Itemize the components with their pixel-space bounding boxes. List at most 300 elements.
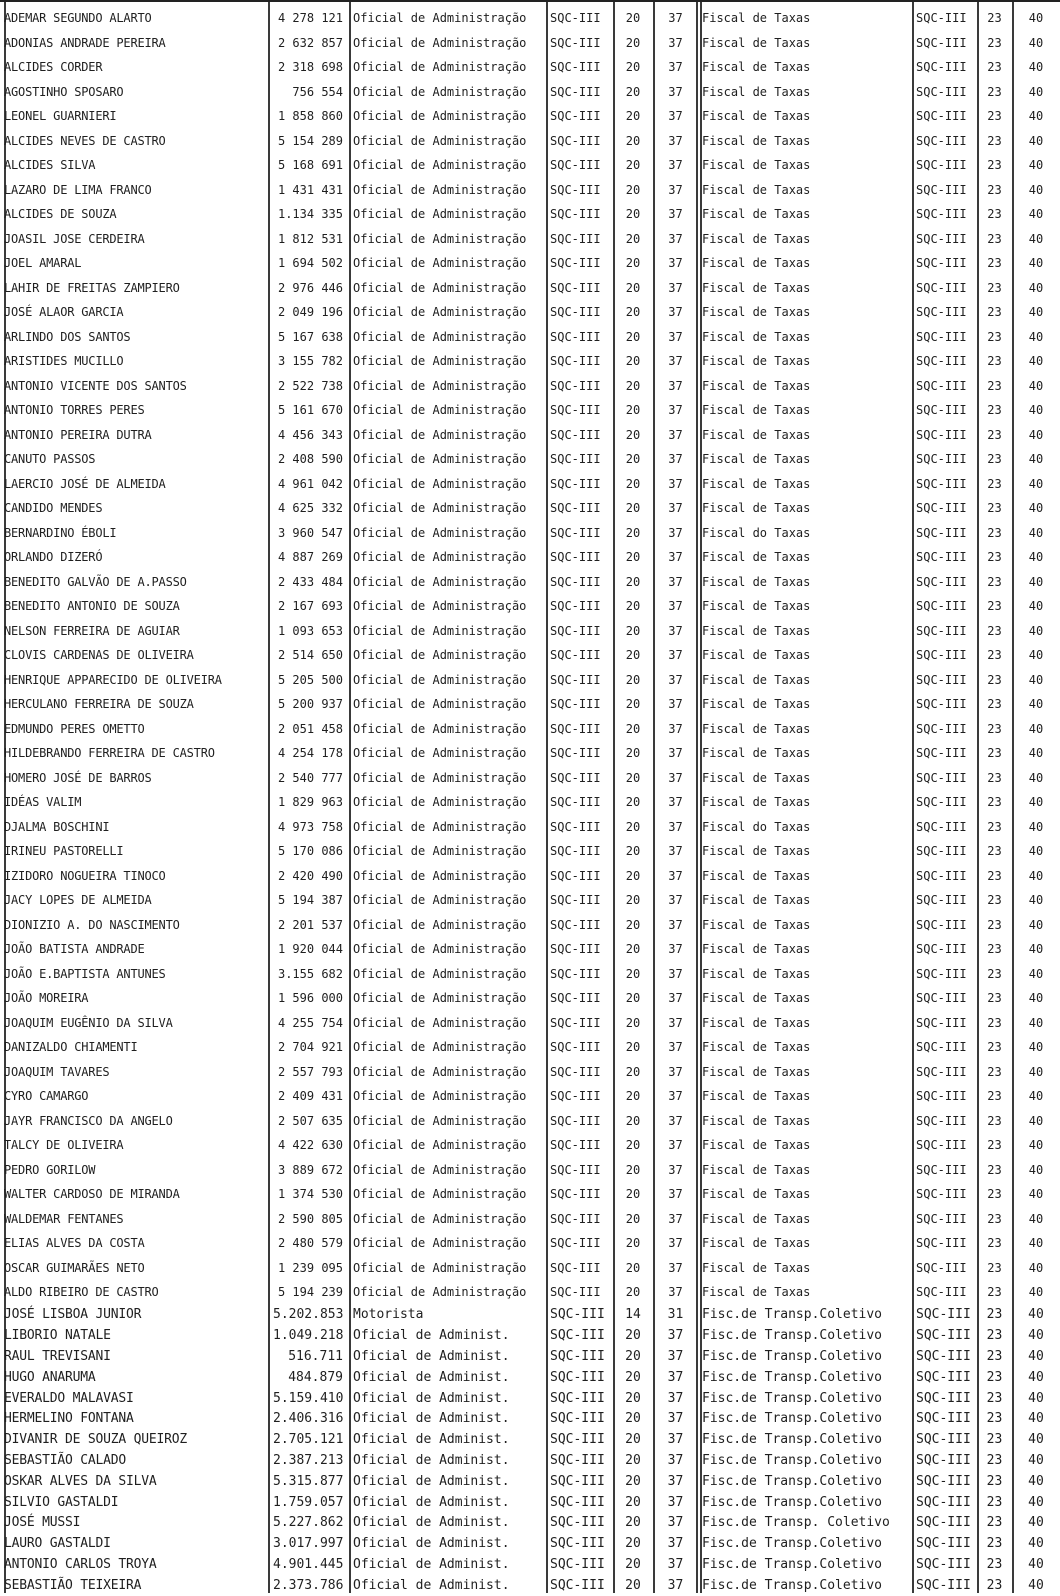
current-position: Oficial de Administração [353,1089,527,1104]
registration-number: 4 625 332 [277,501,343,516]
employee-name: JOÃO E.BAPTISTA ANTUNES [4,966,166,981]
new-class: SQC-III [916,1432,971,1448]
table-row [0,1388,1060,1409]
new-reference: 23 [987,893,1002,908]
current-position: Oficial de Administração [353,599,527,614]
registration-number: 2.705.121 [273,1432,344,1448]
current-class: SQC-III [550,942,601,957]
new-class: SQC-III [916,599,967,614]
current-reference: 20 [625,966,641,981]
current-grade: 37 [667,1473,684,1489]
current-reference: 20 [625,1390,641,1406]
current-reference: 20 [625,452,641,467]
employee-name: JOEL AMARAL [4,256,82,271]
employee-name: HENRIQUE APPARECIDO DE OLIVEIRA [4,672,222,687]
current-class: SQC-III [550,427,601,442]
employee-name: DANIZALDO CHIAMENTI [4,1040,138,1055]
new-class: SQC-III [916,207,967,222]
table-row [0,6,1060,31]
new-position: Fisc.de Transp.Coletivo [702,1328,883,1344]
new-position: Fiscal de Taxas [702,84,811,99]
current-reference: 20 [625,35,641,50]
new-grade: 40 [1028,1162,1044,1177]
new-position: Fiscal de Taxas [702,1260,811,1275]
current-class: SQC-III [550,1162,601,1177]
new-position: Fiscal de Taxas [702,1015,811,1030]
new-position: Fiscal de Taxas [702,844,811,859]
current-reference: 20 [625,476,641,491]
registration-number: 1 239 095 [277,1260,343,1275]
new-grade: 40 [1028,84,1044,99]
table-row [0,1492,1060,1513]
current-position: Oficial de Administração [353,207,527,222]
table-row [0,766,1060,791]
new-reference: 23 [986,1473,1003,1489]
current-class: SQC-III [550,1089,601,1104]
new-grade: 40 [1028,1348,1044,1364]
current-position: Oficial de Administração [353,354,527,369]
new-class: SQC-III [916,305,967,320]
current-class: SQC-III [550,1236,601,1251]
current-class: SQC-III [550,109,601,124]
new-position: Fiscal de Taxas [702,403,811,418]
current-grade: 37 [668,525,683,540]
new-position: Fisc.de Transp.Coletivo [702,1348,883,1364]
new-class: SQC-III [916,770,967,785]
registration-number: 756 554 [292,84,343,99]
current-position: Oficial de Administ. [353,1452,510,1468]
current-class: SQC-III [550,378,601,393]
new-class: SQC-III [916,697,967,712]
new-reference: 23 [987,1260,1002,1275]
new-class: SQC-III [916,452,967,467]
new-grade: 40 [1028,403,1044,418]
current-class: SQC-III [550,1390,605,1406]
new-reference: 23 [987,1113,1002,1128]
employee-name: DIONIZIO A. DO NASCIMENTO [4,917,180,932]
new-grade: 40 [1028,599,1044,614]
new-grade: 40 [1028,280,1044,295]
new-position: Fiscal de Taxas [702,1285,811,1300]
current-class: SQC-III [550,1064,601,1079]
table-row [0,447,1060,472]
table-row [0,1280,1060,1305]
new-class: SQC-III [916,329,967,344]
current-class: SQC-III [550,1260,601,1275]
employee-name: NELSON FERREIRA DE AGUIAR [4,623,180,638]
current-reference: 20 [625,770,641,785]
employee-name: ALCIDES SILVA [4,158,96,173]
employee-name: LAURO GASTALDI [4,1536,111,1552]
current-reference: 20 [625,525,641,540]
new-reference: 23 [986,1348,1003,1364]
new-reference: 23 [987,1187,1002,1202]
current-class: SQC-III [550,746,601,761]
new-class: SQC-III [916,1328,971,1344]
new-reference: 23 [987,991,1002,1006]
table-row [0,570,1060,595]
current-reference: 20 [625,1211,641,1226]
registration-number: 5 200 937 [277,697,343,712]
new-reference: 23 [987,966,1002,981]
top-rule [0,0,1060,2]
new-grade: 40 [1028,427,1044,442]
current-reference: 20 [625,1556,641,1572]
new-grade: 40 [1028,942,1044,957]
current-grade: 37 [668,378,683,393]
new-class: SQC-III [916,1411,971,1427]
table-row [0,251,1060,276]
registration-number: 2 632 857 [277,35,343,50]
new-grade: 40 [1028,844,1044,859]
new-position: Fiscal de Taxas [702,476,811,491]
employee-name: ALCIDES DE SOUZA [4,207,117,222]
employee-name: JOASIL JOSE CERDEIRA [4,231,145,246]
new-class: SQC-III [916,623,967,638]
new-reference: 23 [986,1432,1003,1448]
current-class: SQC-III [550,893,601,908]
current-position: Oficial de Administração [353,942,527,957]
new-class: SQC-III [916,476,967,491]
registration-number: 5 154 289 [277,133,343,148]
current-grade: 37 [667,1577,684,1593]
employee-name: EVERALDO MALAVASI [4,1390,134,1406]
table-row [0,202,1060,227]
current-class: SQC-III [550,1556,605,1572]
current-grade: 37 [667,1452,684,1468]
table-row [0,1060,1060,1085]
employee-name: HERCULANO FERREIRA DE SOUZA [4,697,194,712]
new-grade: 40 [1028,1015,1044,1030]
table-row [0,864,1060,889]
current-position: Oficial de Administ. [353,1348,510,1364]
employee-name: PEDRO GORILOW [4,1162,96,1177]
new-class: SQC-III [916,1348,971,1364]
current-class: SQC-III [550,1515,605,1531]
new-position: Fiscal de Taxas [702,427,811,442]
current-reference: 20 [625,403,641,418]
table-row [0,1429,1060,1450]
employee-name: JOSÉ LISBOA JUNIOR [4,1307,142,1323]
registration-number: 2 480 579 [277,1236,343,1251]
new-grade: 40 [1028,231,1044,246]
employee-name: CANUTO PASSOS [4,452,96,467]
new-grade: 40 [1028,1285,1044,1300]
new-reference: 23 [987,599,1002,614]
table-row [0,496,1060,521]
current-reference: 20 [625,84,641,99]
table-row [0,839,1060,864]
new-class: SQC-III [916,942,967,957]
new-reference: 23 [987,452,1002,467]
registration-number: 2 976 446 [277,280,343,295]
new-grade: 40 [1028,819,1044,834]
new-position: Fiscal de Taxas [702,329,811,344]
current-position: Oficial de Administração [353,280,527,295]
current-class: SQC-III [550,770,601,785]
employee-name: AGOSTINHO SPOSARO [4,84,124,99]
current-reference: 20 [625,378,641,393]
current-reference: 20 [625,819,641,834]
current-grade: 37 [668,721,683,736]
new-position: Fiscal de Taxas [702,1211,811,1226]
table-row [0,227,1060,252]
current-class: SQC-III [550,84,601,99]
new-reference: 23 [987,109,1002,124]
employee-name: ANTONIO TORRES PERES [4,403,145,418]
new-reference: 23 [987,60,1002,75]
registration-number: 2 514 650 [277,648,343,663]
current-position: Oficial de Administ. [353,1369,510,1385]
new-position: Fisc.de Transp.Coletivo [702,1577,883,1593]
current-position: Oficial de Administração [353,917,527,932]
current-position: Oficial de Administração [353,574,527,589]
current-reference: 20 [625,60,641,75]
employee-name: ANTONIO CARLOS TROYA [4,1556,157,1572]
current-class: SQC-III [550,1411,605,1427]
new-class: SQC-III [916,403,967,418]
new-grade: 40 [1028,1556,1044,1572]
new-class: SQC-III [916,1515,971,1531]
table-row [0,888,1060,913]
registration-number: 1 920 044 [277,942,343,957]
new-position: Fiscal de Taxas [702,1187,811,1202]
table-row [0,153,1060,178]
new-grade: 40 [1028,305,1044,320]
current-reference: 20 [625,1285,641,1300]
current-class: SQC-III [550,60,601,75]
current-position: Oficial de Administração [353,648,527,663]
new-grade: 40 [1028,1494,1044,1510]
new-grade: 40 [1028,1236,1044,1251]
registration-number: 2 420 490 [277,868,343,883]
current-reference: 20 [625,623,641,638]
current-class: SQC-III [550,1285,601,1300]
current-grade: 37 [668,1211,683,1226]
current-position: Oficial de Administração [353,721,527,736]
new-class: SQC-III [916,1015,967,1030]
employee-name: IRINEU PASTORELLI [4,844,124,859]
employee-name: WALDEMAR FENTANES [4,1211,124,1226]
current-position: Oficial de Administração [353,305,527,320]
registration-number: 1 858 860 [277,109,343,124]
employee-name: ALCIDES CORDER [4,60,103,75]
current-position: Oficial de Administração [353,1260,527,1275]
new-grade: 40 [1028,746,1044,761]
new-reference: 23 [987,476,1002,491]
table-row [0,962,1060,987]
current-position: Oficial de Administração [353,158,527,173]
employee-name: CYRO CAMARGO [4,1089,89,1104]
new-class: SQC-III [916,1040,967,1055]
new-reference: 23 [987,133,1002,148]
current-position: Oficial de Administração [353,1138,527,1153]
current-class: SQC-III [550,133,601,148]
new-class: SQC-III [916,1211,967,1226]
current-reference: 20 [625,1536,641,1552]
current-grade: 37 [668,427,683,442]
new-position: Fiscal de Taxas [702,550,811,565]
current-reference: 20 [625,1452,641,1468]
employee-name: JOSÉ MUSSI [4,1515,81,1531]
current-class: SQC-III [550,280,601,295]
new-reference: 23 [987,84,1002,99]
new-class: SQC-III [916,1187,967,1202]
current-grade: 37 [667,1556,684,1572]
current-class: SQC-III [550,452,601,467]
personnel-table [0,6,1060,1596]
current-position: Oficial de Administração [353,231,527,246]
registration-number: 1.759.057 [273,1494,344,1510]
new-grade: 40 [1028,35,1044,50]
current-position: Oficial de Administ. [353,1411,510,1427]
new-reference: 23 [987,697,1002,712]
current-reference: 20 [625,550,641,565]
new-grade: 40 [1028,795,1044,810]
new-grade: 40 [1028,1064,1044,1079]
new-reference: 23 [986,1515,1003,1531]
current-position: Oficial de Administração [353,329,527,344]
current-position: Oficial de Administração [353,795,527,810]
current-position: Oficial de Administração [353,84,527,99]
current-position: Motorista [353,1307,424,1323]
employee-name: DIVANIR DE SOUZA QUEIROZ [4,1432,188,1448]
current-position: Oficial de Administração [353,256,527,271]
current-position: Oficial de Administração [353,525,527,540]
new-reference: 23 [987,1162,1002,1177]
new-class: SQC-III [916,1494,971,1510]
new-class: SQC-III [916,672,967,687]
new-reference: 23 [987,182,1002,197]
current-grade: 37 [668,1260,683,1275]
new-reference: 23 [987,207,1002,222]
current-grade: 37 [668,819,683,834]
current-reference: 20 [625,1411,641,1427]
current-class: SQC-III [550,1307,605,1323]
current-reference: 20 [625,1328,641,1344]
current-class: SQC-III [550,648,601,663]
new-class: SQC-III [916,574,967,589]
current-grade: 37 [668,599,683,614]
current-grade: 37 [667,1494,684,1510]
table-row [0,913,1060,938]
current-reference: 20 [625,256,641,271]
new-reference: 23 [987,844,1002,859]
new-grade: 40 [1028,991,1044,1006]
table-row [0,790,1060,815]
new-grade: 40 [1028,1411,1044,1427]
current-reference: 20 [625,1015,641,1030]
current-grade: 37 [668,109,683,124]
new-reference: 23 [987,648,1002,663]
new-position: Fisc.de Transp.Coletivo [702,1452,883,1468]
new-reference: 23 [987,942,1002,957]
registration-number: 5.202.853 [273,1307,344,1323]
current-position: Oficial de Administração [353,1015,527,1030]
table-row [0,325,1060,350]
employee-name: RAUL TREVISANI [4,1348,111,1364]
current-grade: 37 [668,917,683,932]
table-row [0,1367,1060,1388]
employee-name: BENEDITO GALVÃO DE A.PASSO [4,574,187,589]
current-class: SQC-III [550,1138,601,1153]
current-reference: 20 [625,1473,641,1489]
new-position: Fiscal de Taxas [702,378,811,393]
employee-name: IDÉAS VALIM [4,795,82,810]
current-grade: 37 [668,60,683,75]
current-position: Oficial de Administ. [353,1515,510,1531]
registration-number: 4 254 178 [277,746,343,761]
registration-number: 3.017.997 [273,1536,344,1552]
registration-number: 2 433 484 [277,574,343,589]
table-row [0,1471,1060,1492]
new-position: Fiscal de Taxas [702,60,811,75]
new-grade: 40 [1028,623,1044,638]
current-grade: 37 [668,795,683,810]
table-row [0,31,1060,56]
current-reference: 20 [625,1260,641,1275]
new-position: Fiscal de Taxas [702,1064,811,1079]
current-grade: 37 [668,280,683,295]
new-position: Fiscal de Taxas [702,207,811,222]
new-reference: 23 [987,280,1002,295]
current-grade: 37 [668,1162,683,1177]
current-reference: 20 [625,648,641,663]
registration-number: 5 170 086 [277,844,343,859]
new-grade: 40 [1028,1113,1044,1128]
new-class: SQC-III [916,231,967,246]
current-class: SQC-III [550,672,601,687]
new-class: SQC-III [916,893,967,908]
current-grade: 37 [668,697,683,712]
current-class: SQC-III [550,354,601,369]
current-reference: 20 [625,501,641,516]
new-class: SQC-III [916,819,967,834]
new-reference: 23 [987,403,1002,418]
new-position: Fiscal de Taxas [702,305,811,320]
registration-number: 3.155 682 [277,966,343,981]
new-class: SQC-III [916,550,967,565]
new-class: SQC-III [916,966,967,981]
current-class: SQC-III [550,991,601,1006]
registration-number: 5 194 387 [277,893,343,908]
new-class: SQC-III [916,84,967,99]
new-class: SQC-III [916,1064,967,1079]
new-position: Fisc.de Transp.Coletivo [702,1536,883,1552]
new-class: SQC-III [916,1260,967,1275]
new-position: Fiscal de Taxas [702,991,811,1006]
new-reference: 23 [986,1577,1003,1593]
current-class: SQC-III [550,158,601,173]
registration-number: 3 960 547 [277,525,343,540]
new-reference: 23 [987,256,1002,271]
current-grade: 37 [667,1348,684,1364]
current-reference: 20 [625,11,641,26]
registration-number: 2 318 698 [277,60,343,75]
employee-name: ORLANDO DIZERÓ [4,550,103,565]
new-class: SQC-III [916,525,967,540]
new-reference: 23 [987,623,1002,638]
registration-number: 2 409 431 [277,1089,343,1104]
new-grade: 40 [1028,893,1044,908]
registration-number: 2 507 635 [277,1113,343,1128]
table-row [0,1084,1060,1109]
current-class: SQC-III [550,1113,601,1128]
current-grade: 37 [668,574,683,589]
current-grade: 37 [668,231,683,246]
current-position: Oficial de Administração [353,1040,527,1055]
new-class: SQC-III [916,1113,967,1128]
